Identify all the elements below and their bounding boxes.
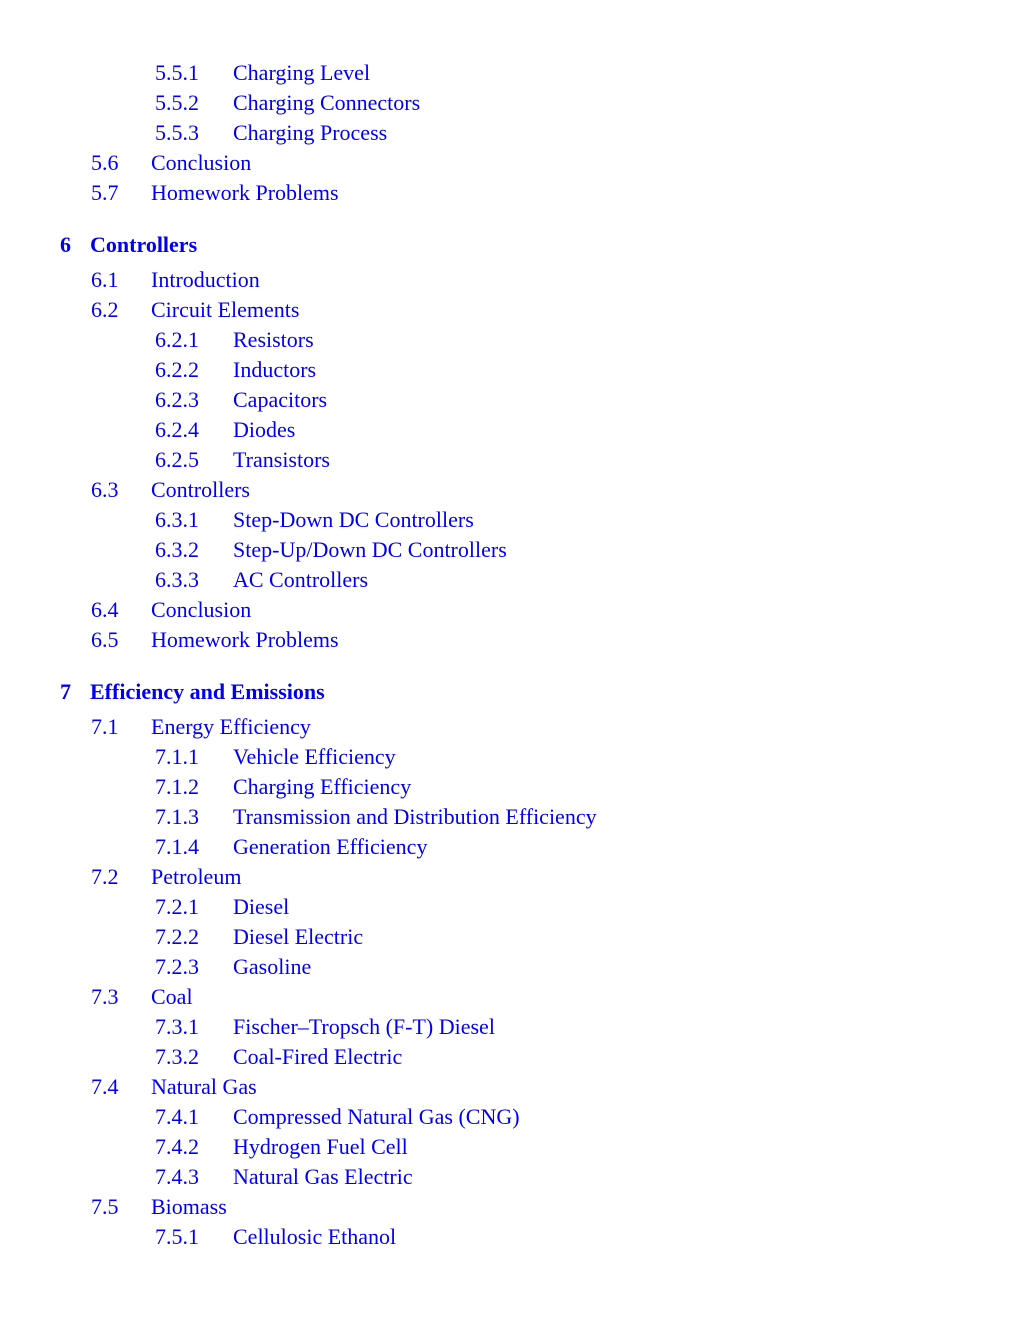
toc-entry-title: Petroleum: [151, 864, 242, 889]
toc-entry-title: Step-Up/Down DC Controllers: [233, 537, 507, 562]
toc-entry-number: 6.4: [91, 597, 119, 622]
toc-entry-number: 7: [60, 679, 71, 704]
toc-entry-number: 6.3.3: [155, 567, 199, 592]
toc-entry-title: Capacitors: [233, 387, 328, 412]
toc-entry-title: Conclusion: [151, 150, 252, 175]
toc-entry-title: Charging Process: [233, 120, 388, 145]
toc-entry-number: 7.1: [91, 714, 119, 739]
toc-entry-title: Diesel Electric: [233, 924, 364, 949]
toc-entry-number: 5.6: [91, 150, 119, 175]
toc-entry-number: 5.5.1: [155, 60, 199, 85]
toc-entry-number: 7.5: [91, 1194, 119, 1219]
toc-entry-number: 7.4.3: [155, 1164, 199, 1189]
toc-entry-title: Charging Efficiency: [233, 774, 412, 799]
toc-entry-title: Gasoline: [233, 954, 312, 979]
toc-entry-number: 6.3.2: [155, 537, 199, 562]
toc-entry-title: Biomass: [151, 1194, 227, 1219]
toc-entry-title: Charging Connectors: [233, 90, 421, 115]
toc-entry-number: 6.2.2: [155, 357, 199, 382]
toc-entry-number: 7.5.1: [155, 1224, 199, 1249]
toc-entry-number: 6.2.1: [155, 327, 199, 352]
toc-entry-number: 6.2.3: [155, 387, 199, 412]
toc-entry-title: Diodes: [233, 417, 296, 442]
toc-entry-number: 6.2: [91, 297, 119, 322]
toc-entry-number: 7.2.3: [155, 954, 199, 979]
toc-entry-title: Introduction: [151, 267, 260, 292]
toc-entry-title: Homework Problems: [151, 627, 339, 652]
toc-entry-number: 6.2.5: [155, 447, 199, 472]
toc-entry-number: 7.3.2: [155, 1044, 199, 1069]
toc-entry-number: 7.1.3: [155, 804, 199, 829]
toc-entry-title: Vehicle Efficiency: [233, 744, 396, 769]
toc-entry-title: Coal-Fired Electric: [233, 1044, 403, 1069]
toc-entry-title: Homework Problems: [151, 180, 339, 205]
toc-entry-number: 6.2.4: [155, 417, 199, 442]
toc-entry-number: 7.2.2: [155, 924, 199, 949]
toc-entry-number: 6.3: [91, 477, 119, 502]
toc-entry-title: Efficiency and Emissions: [90, 679, 325, 704]
toc-entry-title: AC Controllers: [233, 567, 369, 592]
toc-entry-number: 7.4.2: [155, 1134, 199, 1159]
toc-entry-number: 7.4: [91, 1074, 119, 1099]
toc-entry-title: Controllers: [151, 477, 250, 502]
toc-entry-title: Natural Gas: [151, 1074, 257, 1099]
toc-entry-title: Transmission and Distribution Efficiency: [233, 804, 597, 829]
toc-entry-title: Inductors: [233, 357, 317, 382]
toc-entry-title: Transistors: [233, 447, 330, 472]
toc-entry-number: 7.4.1: [155, 1104, 199, 1129]
toc-entry-number: 7.1.4: [155, 834, 199, 859]
toc-entry-title: Fischer–Tropsch (F-T) Diesel: [233, 1014, 495, 1039]
toc-entry-number: 6.3.1: [155, 507, 199, 532]
toc-entry-number: 7.1.1: [155, 744, 199, 769]
toc-entry-title: Coal: [151, 984, 193, 1009]
toc-entry-number: 7.3: [91, 984, 119, 1009]
toc-entry-title: Diesel: [233, 894, 290, 919]
toc-entry-title: Compressed Natural Gas (CNG): [233, 1104, 520, 1129]
toc-entry-number: 7.1.2: [155, 774, 199, 799]
toc-entry-title: Cellulosic Ethanol: [233, 1224, 397, 1249]
toc-entry-number: 5.7: [91, 180, 119, 205]
toc-entry-number: 5.5.3: [155, 120, 199, 145]
toc-entry-number: 7.3.1: [155, 1014, 199, 1039]
toc-entry-title: Resistors: [233, 327, 314, 352]
toc-entry-number: 5.5.2: [155, 90, 199, 115]
toc-entry-title: Hydrogen Fuel Cell: [233, 1134, 408, 1159]
toc-entry-number: 7.2.1: [155, 894, 199, 919]
toc-entry-number: 6.1: [91, 267, 119, 292]
toc-entry-title: Step-Down DC Controllers: [233, 507, 474, 532]
toc-entry-title: Conclusion: [151, 597, 252, 622]
toc-entry-title: Energy Efficiency: [151, 714, 311, 739]
toc-entry-number: 6.5: [91, 627, 119, 652]
toc-entry-title: Generation Efficiency: [233, 834, 428, 859]
toc-entry-title: Natural Gas Electric: [233, 1164, 413, 1189]
toc-entry-title: Controllers: [90, 232, 198, 257]
toc-entry-title: Circuit Elements: [151, 297, 300, 322]
toc-entry-title: Charging Level: [233, 60, 371, 85]
toc-entry-number: 6: [60, 232, 71, 257]
toc-entry-number: 7.2: [91, 864, 119, 889]
